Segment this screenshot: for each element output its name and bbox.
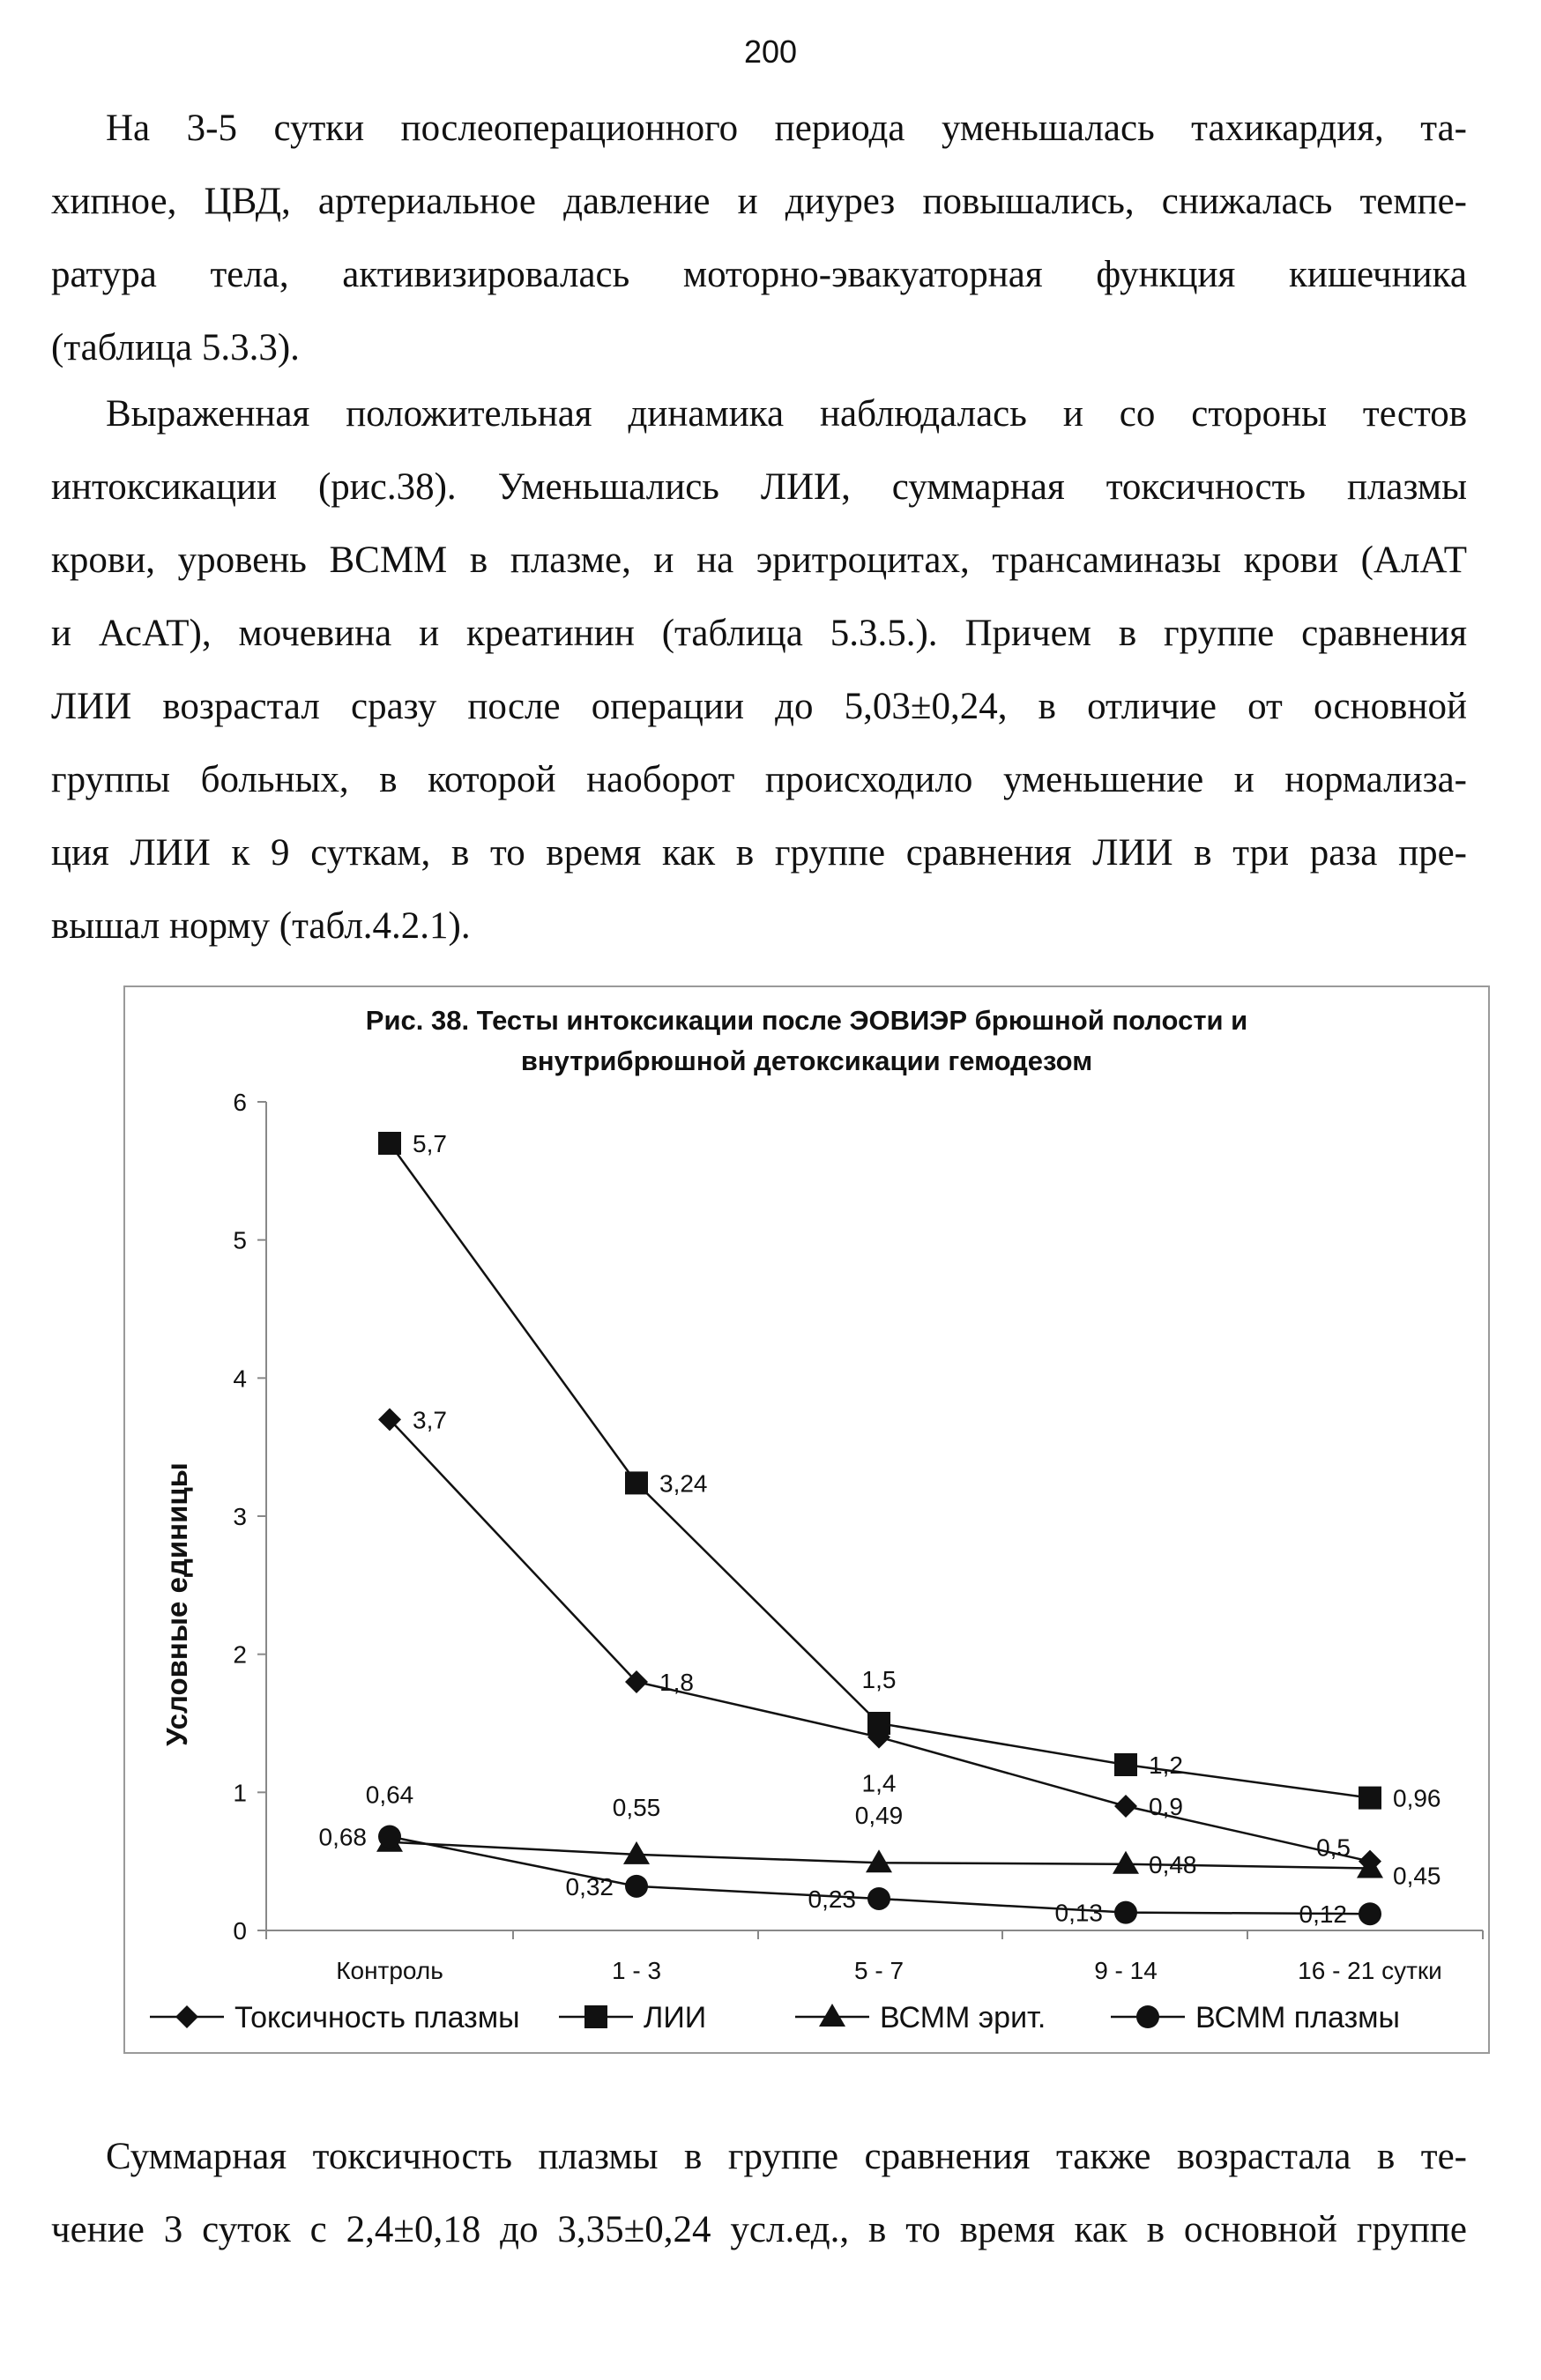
data-label: 0,68 bbox=[318, 1823, 367, 1851]
data-label: 0,96 bbox=[1393, 1784, 1441, 1812]
data-point-circle bbox=[1359, 1902, 1381, 1925]
data-label: 0,55 bbox=[612, 1793, 661, 1821]
data-label: 0,23 bbox=[808, 1885, 856, 1913]
text-line: Выраженная положительная динамика наблюдалась и со стороны тестов bbox=[106, 393, 1467, 435]
data-label: 1,8 bbox=[659, 1669, 694, 1696]
text-line: Суммарная токсичность плазмы в группе сравнения также возрастала в те- bbox=[106, 2136, 1467, 2177]
data-label: 3,24 bbox=[659, 1469, 708, 1498]
data-label: 0,13 bbox=[1054, 1899, 1103, 1927]
paragraph-1 bbox=[51, 92, 1467, 384]
text-line: ратура тела, активизировалась моторно-эвакуаторная функция кишечника bbox=[51, 254, 1467, 295]
legend-marker-triangle bbox=[819, 2004, 845, 2027]
data-point-square bbox=[867, 1712, 890, 1735]
y-tick-label: 5 bbox=[233, 1226, 247, 1254]
data-label: 0,49 bbox=[854, 1802, 904, 1830]
data-label: 0,45 bbox=[1393, 1862, 1441, 1890]
data-labels bbox=[319, 1130, 1441, 1928]
figure-38-chart bbox=[123, 985, 1490, 2054]
data-label: 1,4 bbox=[861, 1769, 897, 1797]
legend-label: Токсичность плазмы bbox=[234, 2001, 520, 2034]
data-point-diamond bbox=[1114, 1795, 1137, 1818]
data-label: 3,7 bbox=[413, 1406, 447, 1434]
series-line-square bbox=[390, 1143, 1370, 1798]
y-tick-label: 1 bbox=[233, 1779, 247, 1807]
y-tick-label: 3 bbox=[233, 1503, 247, 1530]
paragraph-2 bbox=[51, 377, 1467, 963]
x-tick-label: 16 - 21 сутки bbox=[1298, 1957, 1442, 1984]
y-tick-label: 6 bbox=[233, 1089, 247, 1116]
data-point-circle bbox=[867, 1887, 890, 1910]
chart-title-line-1: Рис. 38. Тесты интоксикации после ЭОВИЭР брюшной полости и bbox=[365, 1005, 1248, 1036]
text-line: ция ЛИИ к 9 суткам, в то время как в группе сравнения ЛИИ в три раза пре- bbox=[51, 832, 1467, 874]
text-line: ЛИИ возрастал сразу после операции до 5,03±0,24, в отличие от основной bbox=[51, 686, 1467, 727]
data-point-square bbox=[625, 1471, 648, 1494]
series-lines bbox=[390, 1143, 1370, 1914]
text-line: крови, уровень ВСММ в плазме, и на эритроцитах, трансаминазы крови (АлАТ bbox=[51, 539, 1467, 581]
x-tick-label: 9 - 14 bbox=[1094, 1957, 1158, 1984]
y-axis-label: Условные единицы bbox=[160, 1462, 193, 1746]
data-label: 0,12 bbox=[1299, 1900, 1347, 1929]
data-label: 5,7 bbox=[413, 1130, 447, 1157]
chart-axes bbox=[233, 1089, 1483, 1984]
data-point-triangle bbox=[1113, 1851, 1139, 1874]
text-line: и АсАТ), мочевина и креатинин (таблица 5.3.5.). Причем в группе сравнения bbox=[51, 613, 1467, 654]
paragraph-3 bbox=[51, 2120, 1467, 2266]
data-point-square bbox=[1359, 1787, 1381, 1810]
text-line: группы больных, в которой наоборот происходило уменьшение и нормализа- bbox=[51, 759, 1467, 800]
data-point-triangle bbox=[866, 1849, 892, 1872]
y-tick-label: 0 bbox=[233, 1917, 247, 1945]
data-label: 0,32 bbox=[565, 1872, 614, 1900]
data-point-square bbox=[1114, 1753, 1137, 1776]
legend-label: ВСММ плазмы bbox=[1195, 2001, 1400, 2034]
legend-marker-square bbox=[584, 2005, 607, 2028]
data-label: 0,64 bbox=[365, 1781, 414, 1809]
text-line: хипное, ЦВД, артериальное давление и диурез повышались, снижалась темпе- bbox=[51, 181, 1467, 222]
chart-title-line-2: внутрибрюшной детоксикации гемодезом bbox=[520, 1045, 1093, 1076]
x-tick-label: 1 - 3 bbox=[611, 1957, 662, 1984]
chart-legend bbox=[150, 2001, 1400, 2034]
text-line: На 3-5 сутки послеоперационного периода уменьшалась тахикардия, та- bbox=[106, 108, 1467, 149]
chart-svg bbox=[125, 987, 1488, 2052]
data-point-square bbox=[378, 1132, 401, 1155]
data-point-triangle bbox=[623, 1841, 650, 1864]
data-point-circle bbox=[378, 1825, 401, 1848]
x-tick-label: 5 - 7 bbox=[853, 1957, 904, 1984]
data-label: 0,48 bbox=[1149, 1850, 1197, 1878]
data-point-circle bbox=[1114, 1901, 1137, 1924]
data-label: 1,2 bbox=[1149, 1752, 1183, 1779]
page-number: 200 bbox=[743, 33, 798, 70]
legend-label: ЛИИ bbox=[644, 2001, 707, 2034]
legend-marker-diamond bbox=[175, 2005, 198, 2028]
y-tick-label: 4 bbox=[233, 1365, 247, 1393]
legend-marker-circle bbox=[1136, 2005, 1159, 2028]
data-label: 1,5 bbox=[861, 1666, 897, 1693]
data-label: 0,9 bbox=[1149, 1793, 1183, 1820]
text-line: интоксикации (рис.38). Уменьшались ЛИИ, суммарная токсичность плазмы bbox=[51, 466, 1467, 508]
legend-label: ВСММ эрит. bbox=[880, 2001, 1046, 2034]
data-label: 0,5 bbox=[1316, 1833, 1351, 1862]
text-line: вышал норму (табл.4.2.1). bbox=[51, 905, 471, 947]
text-line: чение 3 суток с 2,4±0,18 до 3,35±0,24 усл.ед., в то время как в основной группе bbox=[51, 2209, 1467, 2250]
data-point-circle bbox=[625, 1875, 648, 1898]
y-tick-label: 2 bbox=[233, 1640, 247, 1669]
text-line: (таблица 5.3.3). bbox=[51, 327, 300, 368]
x-tick-label: Контроль bbox=[336, 1957, 443, 1984]
